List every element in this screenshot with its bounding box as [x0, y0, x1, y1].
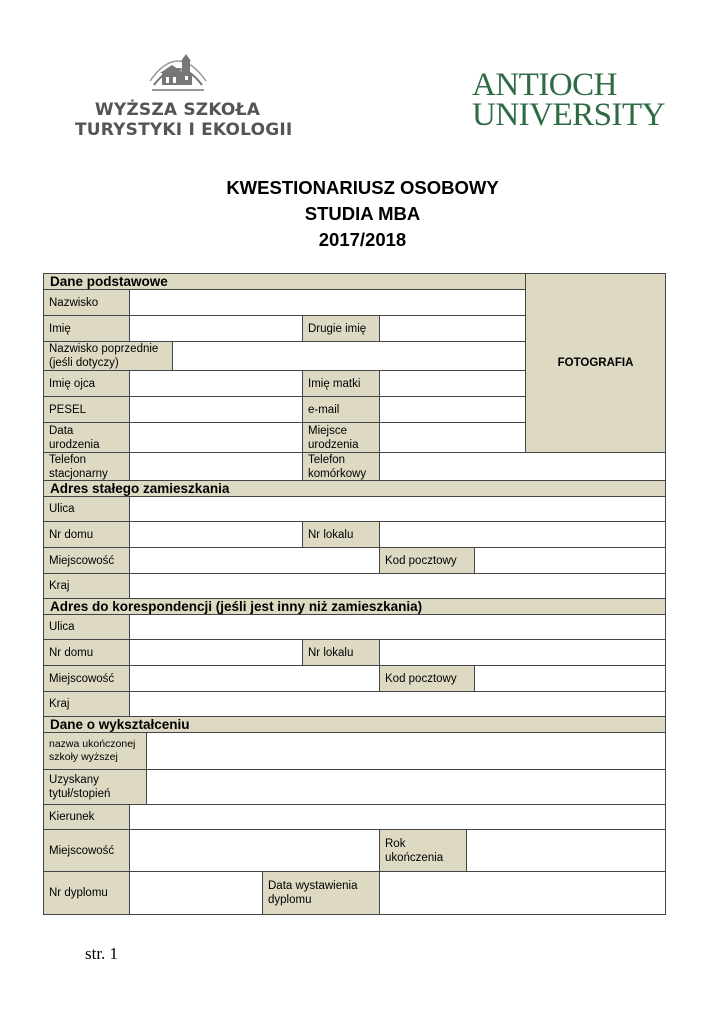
address-street-label: Ulica [44, 497, 130, 521]
edu-diploma-no-field[interactable] [130, 872, 263, 914]
corr-flat-label: Nr lokalu [303, 640, 380, 665]
father-name-label: Imię ojca [44, 371, 130, 396]
first-name-field[interactable] [130, 316, 303, 341]
address-city-label: Miejscowość [44, 548, 130, 573]
corr-street-label: Ulica [44, 615, 130, 639]
title-line2: STUDIA MBA [304, 203, 421, 224]
address-house-field[interactable] [130, 522, 303, 547]
edu-city-field[interactable] [130, 830, 380, 871]
photo-box: FOTOGRAFIA [526, 274, 665, 452]
birth-date-field[interactable] [130, 423, 303, 452]
second-name-field[interactable] [380, 316, 525, 341]
basic-data-block [43, 273, 666, 452]
prev-surname-label: Nazwisko poprzednie (jeśli dotyczy) [44, 342, 173, 370]
pesel-label: PESEL [44, 397, 130, 422]
edu-diploma-date-field[interactable] [380, 872, 665, 914]
edu-diploma-date-label: Data wystawienia dyplomu [263, 872, 380, 914]
corr-country-field[interactable] [130, 692, 665, 716]
mother-name-label: Imię matki [303, 371, 380, 396]
edu-year-field[interactable] [467, 830, 665, 871]
corr-postal-field[interactable] [475, 666, 665, 691]
edu-degree-field[interactable] [147, 770, 665, 804]
corr-country-label: Kraj [44, 692, 130, 716]
surname-label: Nazwisko [44, 290, 130, 315]
building-icon [148, 45, 208, 100]
address-country-field[interactable] [130, 574, 665, 598]
corr-postal-label: Kod pocztowy [380, 666, 475, 691]
corr-street-field[interactable] [130, 615, 665, 639]
page-number: str. 1 [85, 944, 119, 963]
edu-city-label: Miejscowość [44, 830, 130, 871]
email-field[interactable] [380, 397, 525, 422]
questionnaire-form [43, 273, 666, 915]
edu-school-field[interactable] [147, 733, 665, 769]
corr-house-field[interactable] [130, 640, 303, 665]
address-postal-field[interactable] [475, 548, 665, 573]
phone-label: Telefon stacjonarny [44, 453, 130, 480]
section-edu-heading: Dane o wykształceniu [43, 717, 666, 733]
email-label: e-mail [303, 397, 380, 422]
pesel-field[interactable] [130, 397, 303, 422]
address-city-field[interactable] [130, 548, 380, 573]
birth-place-label: Miejsce urodzenia [303, 423, 380, 452]
father-name-field[interactable] [130, 371, 303, 396]
corr-city-label: Miejscowość [44, 666, 130, 691]
address-house-label: Nr domu [44, 522, 130, 547]
address-postal-label: Kod pocztowy [380, 548, 475, 573]
phone-field[interactable] [130, 453, 303, 480]
edu-field-field[interactable] [130, 805, 665, 829]
edu-year-label: Rok ukończenia [380, 830, 467, 871]
mobile-label: Telefon komórkowy [303, 453, 380, 480]
edu-degree-label: Uzyskany tytuł/stopień [44, 770, 147, 804]
surname-field[interactable] [130, 290, 525, 315]
birth-date-label: Data urodzenia [44, 423, 130, 452]
mobile-field[interactable] [380, 453, 665, 480]
prev-surname-field[interactable] [173, 342, 525, 370]
address-flat-label: Nr lokalu [303, 522, 380, 547]
mother-name-field[interactable] [380, 371, 525, 396]
edu-diploma-no-label: Nr dyplomu [44, 872, 130, 914]
antioch-line1: ANTIOCH [472, 67, 617, 103]
title-line1: KWESTIONARIUSZ OSOBOWY [226, 177, 499, 198]
antioch-line2: UNIVERSITY [472, 97, 665, 133]
address-country-label: Kraj [44, 574, 130, 598]
school-logo [75, 45, 293, 150]
school-name-line2: TURYSTYKI I EKOLOGII [75, 120, 293, 140]
section-corr-heading: Adres do korespondencji (jeśli jest inny niż zamieszkania) [43, 599, 666, 615]
address-flat-field[interactable] [380, 522, 665, 547]
page-title [0, 175, 725, 253]
school-name-line1: WYŻSZA SZKOŁA [94, 100, 261, 120]
section-basic-heading: Dane podstawowe [44, 274, 525, 290]
second-name-label: Drugie imię [303, 316, 380, 341]
title-line3: 2017/2018 [318, 229, 407, 250]
edu-field-label: Kierunek [44, 805, 130, 829]
first-name-label: Imię [44, 316, 130, 341]
section-address-heading: Adres stałego zamieszkania [43, 481, 666, 497]
edu-school-label: nazwa ukończonej szkoły wyższej [44, 733, 147, 769]
corr-flat-field[interactable] [380, 640, 665, 665]
birth-place-field[interactable] [380, 423, 525, 452]
address-street-field[interactable] [130, 497, 665, 521]
antioch-logo [472, 67, 665, 133]
corr-city-field[interactable] [130, 666, 380, 691]
corr-house-label: Nr domu [44, 640, 130, 665]
